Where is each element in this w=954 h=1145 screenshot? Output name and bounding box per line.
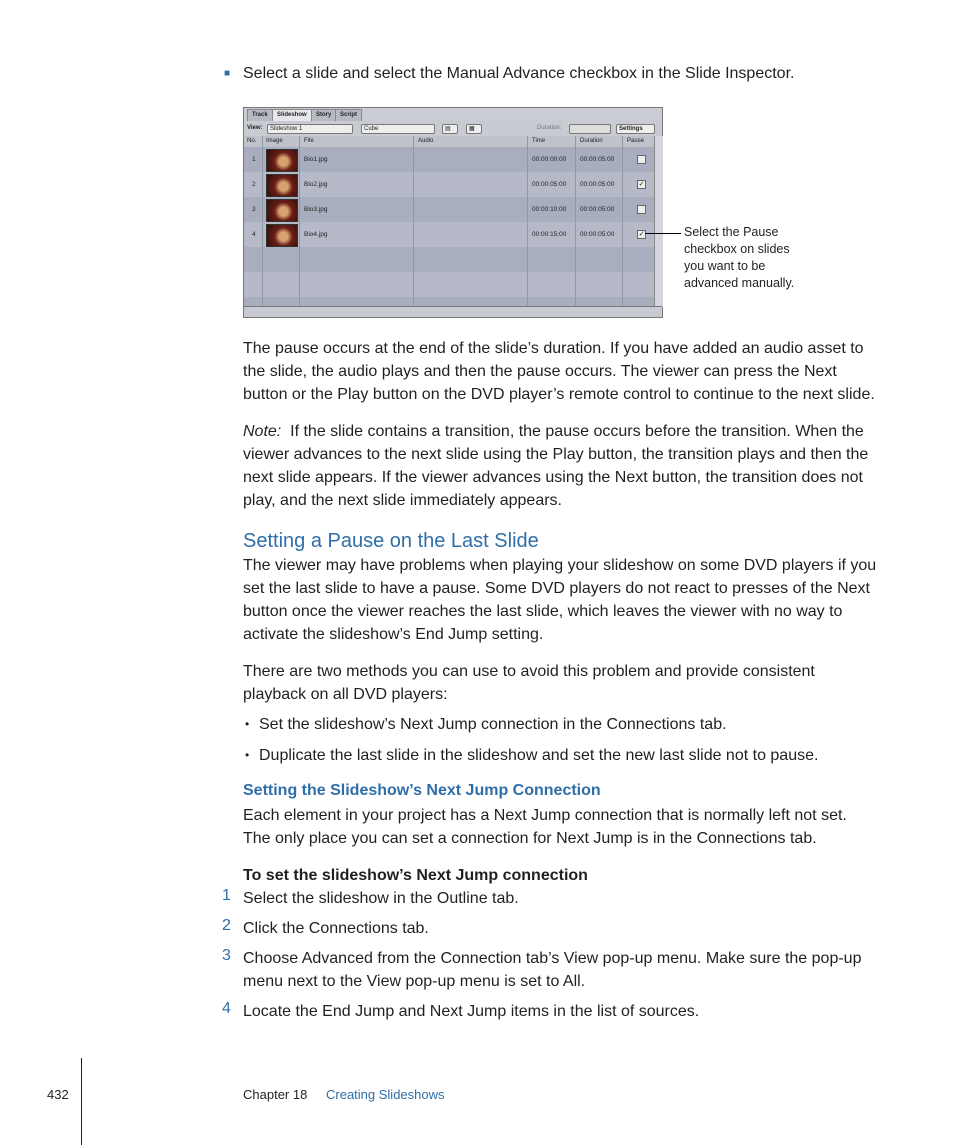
col-audio[interactable]: Audio	[418, 138, 434, 144]
list-item: Duplicate the last slide in the slideshow and set the new last slide not to pause.	[259, 747, 819, 764]
row-file: Bio2.jpg	[304, 181, 328, 188]
footer-chapter: Chapter 18	[243, 1087, 308, 1102]
step-text: Choose Advanced from the Connection tab’s View pop-up menu. Make sure the pop-up menu next to the View pop-up menu is set to All.	[243, 950, 862, 990]
slide-thumbnail	[266, 224, 298, 247]
document-page: ■ Select a slide and select the Manual Advance checkbox in the Slide Inspector. Track Slideshow Story Script View: Slideshow 1 Cube ▤ ▦ Duration: Settings No. Image File Audio Time Duration Pause 1 Bio1.jpg 00:00:00:00 00:00:05:00 2 Bio2.jpg 00:00:05:00 00:00:05:00 ✓ 3 Bio3.jpg 00:00:10:00 00:00:05:00 4 Bio4.jpg 00:00:15:00 00:00:05:00 ✓ Select the Pause checkbox on slides you want to be advanced manually. The pause occurs at the end of the slide’s duration. If you have added an audio asset to the slide, the audio plays and then the pause occurs. The viewer can press the Next button or the Play button on the DVD player’s remote control to continue to the next slide. Note: If the slide contains a transition, the pause occurs before the transition. When the viewer advances to the next slide using the Play button, the transition plays and then the next slide appears. If the viewer advances using the Next button, the transition does not play, and the next slide immediately appears. Setting a Pause on the Last Slide The viewer may have problems when playing your slideshow on some DVD players if you set the last slide to have a pause. Some DVD players do not react to presses of the Next button once the viewer reaches the last slide, which leaves the viewer with no way to activate the slideshow’s End Jump setting. There are two methods you can use to avoid this problem and provide consistent playback on all DVD players: • Set the slideshow’s Next Jump connection in the Connections tab. • Duplicate the last slide in the slideshow and set the new last slide not to pause. Setting the Slideshow’s Next Jump Connection Each element in your project has a Next Jump connection that is normally left not set. The only place you can set a connection for Next Jump is in the Connections tab. To set the slideshow’s Next Jump connection 1 Select the slideshow in the Outline tab. 2 Click the Connections tab. 3 Choose Advanced from the Connection tab’s View pop-up menu. Make sure the pop-up menu next to the View pop-up menu is set to All. 4 Locate the End Jump and Next Jump items in the list of sources. 432 Chapter 18 Creating Slideshows	[0, 0, 954, 1145]
row-file: Bio1.jpg	[304, 156, 328, 163]
row-duration: 00:00:05:00	[580, 181, 615, 188]
note-label: Note:	[243, 423, 282, 440]
empty-row	[244, 247, 654, 272]
tab-script[interactable]: Script	[335, 109, 362, 122]
view-popup[interactable]: Slideshow 1	[267, 124, 353, 134]
row-time: 00:00:00:00	[532, 156, 567, 163]
slide-thumbnail	[266, 174, 298, 197]
section-heading: Setting a Pause on the Last Slide	[243, 530, 539, 552]
note-paragraph	[243, 420, 878, 512]
row-file: Bio3.jpg	[304, 206, 328, 213]
row-number: 2	[252, 181, 256, 188]
step-number: 2	[222, 917, 231, 934]
step-text: Click the Connections tab.	[243, 920, 429, 937]
pause-checkbox[interactable]: ✓	[638, 231, 645, 238]
row-duration: 00:00:05:00	[580, 156, 615, 163]
note-text: If the slide contains a transition, the pause occurs before the transition. When the viewer advances to the next slide using the Play button, the transition plays and then the next slide appears. If the viewer advances using the Next button, the transition does not play, and the next slide immediately appears.	[243, 423, 869, 509]
slide-thumbnail	[266, 149, 298, 172]
row-duration: 00:00:05:00	[580, 206, 615, 213]
slideshow-editor-screenshot	[243, 107, 663, 318]
footer-divider	[81, 1058, 82, 1145]
paragraph: The viewer may have problems when playing your slideshow on some DVD players if you set the last slide to have a pause. Some DVD players do not react to presses of the Next button once the viewer reaches the last slide, which leaves the viewer with no way to activate the slideshow’s End Jump setting.	[243, 557, 877, 643]
col-image[interactable]: Image	[266, 138, 283, 144]
row-number: 1	[252, 156, 256, 163]
tab-story[interactable]: Story	[311, 109, 336, 122]
horizontal-scrollbar[interactable]	[244, 306, 662, 317]
col-no[interactable]: No.	[247, 138, 257, 144]
tab-track[interactable]: Track	[247, 109, 273, 122]
callout-text: Select the Pause checkbox on slides you want to be advanced manually.	[684, 225, 795, 290]
step-text: Locate the End Jump and Next Jump items in the list of sources.	[243, 1003, 700, 1020]
vertical-scrollbar[interactable]	[654, 136, 663, 307]
row-time: 00:00:10:00	[532, 206, 567, 213]
pause-checkbox[interactable]: ✓	[638, 181, 645, 188]
step-number: 3	[222, 947, 231, 964]
pause-checkbox[interactable]	[637, 155, 646, 164]
page-number: 432	[47, 1087, 69, 1102]
copy-icon[interactable]: ▤	[442, 124, 458, 134]
duration-label: Duration:	[537, 125, 562, 131]
toolbar	[244, 121, 662, 137]
table-row[interactable]	[244, 147, 654, 172]
step-number: 1	[222, 887, 231, 904]
row-time: 00:00:15:00	[532, 231, 567, 238]
empty-row	[244, 272, 654, 297]
intro-bullet-text: Select a slide and select the Manual Advance checkbox in the Slide Inspector.	[243, 65, 795, 82]
duration-field[interactable]	[569, 124, 611, 134]
row-number: 3	[252, 206, 256, 213]
row-duration: 00:00:05:00	[580, 231, 615, 238]
paragraph: There are two methods you can use to avoid this problem and provide consistent playback on all DVD players:	[243, 663, 815, 703]
row-number: 4	[252, 231, 256, 238]
transition-popup[interactable]: Cube	[361, 124, 435, 134]
col-pause[interactable]: Pause	[627, 138, 645, 144]
paragraph: Each element in your project has a Next Jump connection that is normally left not set. The only place you can set a connection for Next Jump is in the Connections tab.	[243, 807, 847, 847]
pause-checkbox[interactable]	[637, 205, 646, 214]
bullet-icon: ■	[224, 68, 231, 79]
col-time[interactable]: Time	[532, 138, 546, 144]
table-row[interactable]	[244, 197, 654, 222]
settings-button[interactable]: Settings	[616, 124, 655, 134]
step-text: Select the slideshow in the Outline tab.	[243, 890, 519, 907]
view-label: View:	[247, 125, 263, 131]
row-file: Bio4.jpg	[304, 231, 328, 238]
paragraph: The pause occurs at the end of the slide’s duration. If you have added an audio asset to the slide, the audio plays and then the pause occurs. The viewer can press the Next button or the Play button on the DVD player’s remote control to continue to the next slide.	[243, 340, 875, 403]
footer-chapter-title[interactable]: Creating Slideshows	[326, 1087, 445, 1102]
tab-slideshow[interactable]: Slideshow	[272, 109, 312, 122]
callout-line	[645, 233, 681, 234]
col-file[interactable]: File	[304, 138, 314, 144]
tab-bar	[244, 108, 662, 122]
grid-icon[interactable]: ▦	[466, 124, 482, 134]
list-item: Set the slideshow’s Next Jump connection in the Connections tab.	[259, 716, 727, 733]
step-number: 4	[222, 1000, 231, 1017]
table-row[interactable]	[244, 172, 654, 197]
row-time: 00:00:05:00	[532, 181, 567, 188]
table-row[interactable]	[244, 222, 654, 247]
col-duration[interactable]: Duration	[580, 138, 603, 144]
subsection-heading: Setting the Slideshow’s Next Jump Connection	[243, 782, 601, 799]
slide-thumbnail	[266, 199, 298, 222]
task-title: To set the slideshow’s Next Jump connection	[243, 867, 588, 884]
